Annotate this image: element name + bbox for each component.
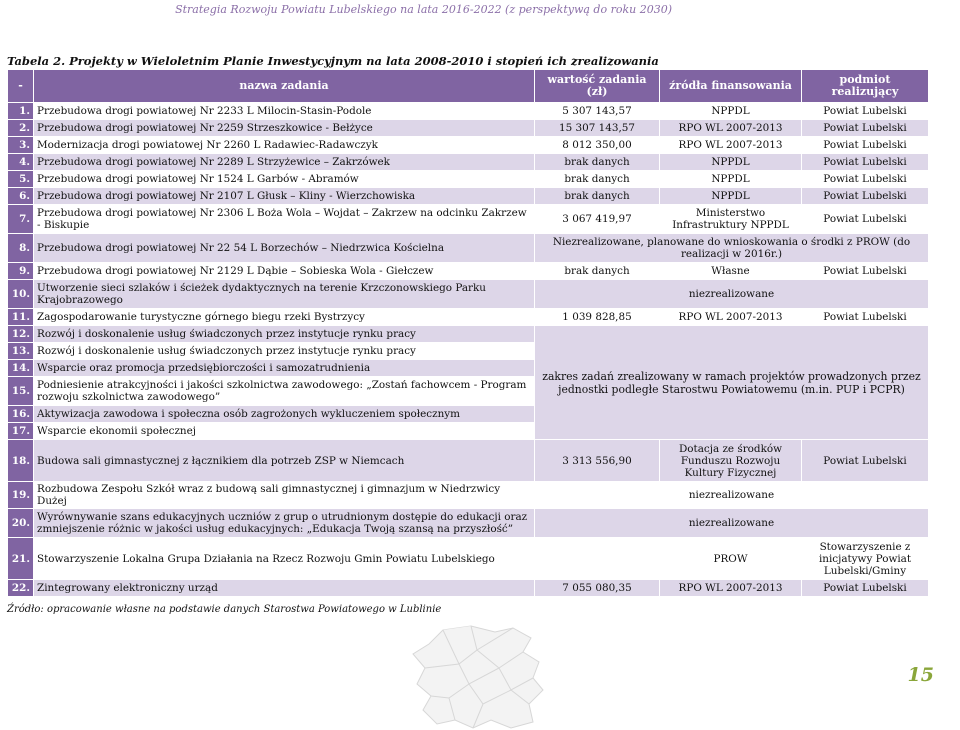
row-number: 1. <box>8 103 33 119</box>
task-source: NPPDL <box>660 188 801 204</box>
task-name: Przebudowa drogi powiatowej Nr 2306 L Boża Wola – Wojdat – Zakrzew na odcinku Zakrzew - Biskupie <box>34 205 534 233</box>
task-entity: Powiat Lubelski <box>802 171 928 187</box>
table-row <box>8 120 928 136</box>
task-name: Przebudowa drogi powiatowej Nr 2107 L Głusk – Kliny - Wierzchowiska <box>34 188 534 204</box>
task-source: RPO WL 2007-2013 <box>660 120 801 136</box>
header-name: nazwa zadania <box>34 70 534 102</box>
table-caption: Tabela 2. Projekty w Wieloletnim Planie Inwestycyjnym na lata 2008-2010 i stopień ich zrealizowania <box>7 54 659 68</box>
table-row <box>8 137 928 153</box>
task-entity: Powiat Lubelski <box>802 154 928 170</box>
projects-table <box>7 69 929 597</box>
task-value: 8 012 350,00 <box>535 137 659 153</box>
row-number: 9. <box>8 263 33 279</box>
task-name: Podniesienie atrakcyjności i jakości szkolnictwa zawodowego: „Zostań fachowcem - Program rozwoju szkolnictwa zawodowego” <box>34 377 534 405</box>
table-row <box>8 326 928 342</box>
task-source: PROW <box>660 538 801 579</box>
task-name: Wyrównywanie szans edukacyjnych uczniów z grup o utrudnionym dostępie do edukacji oraz zmniejszenie różnic w jakości usług edukacyjnych: „Edukacja Twoją szansą na przyszłość” <box>34 509 534 537</box>
task-value <box>535 538 659 579</box>
task-source: NPPDL <box>660 154 801 170</box>
row-number: 22. <box>8 580 33 596</box>
table-row <box>8 188 928 204</box>
table-row <box>8 440 928 481</box>
task-name: Utworzenie sieci szlaków i ścieżek dydaktycznych na terenie Krzczonowskiego Parku Krajobrazowego <box>34 280 534 308</box>
row-number: 19. <box>8 482 33 508</box>
row-number: 4. <box>8 154 33 170</box>
task-value: 3 067 419,97 <box>535 205 659 233</box>
task-entity: Stowarzyszenie z inicjatywy Powiat Lubelski/Gminy <box>802 538 928 579</box>
header-num: - <box>8 70 33 102</box>
task-name: Modernizacja drogi powiatowej Nr 2260 L Radawiec-Radawczyk <box>34 137 534 153</box>
task-entity: Powiat Lubelski <box>802 263 928 279</box>
table-row <box>8 309 928 325</box>
row-number: 10. <box>8 280 33 308</box>
row-number: 5. <box>8 171 33 187</box>
task-entity: Powiat Lubelski <box>802 188 928 204</box>
task-name: Przebudowa drogi powiatowej Nr 2259 Strzeszkowice - Bełżyce <box>34 120 534 136</box>
task-name: Przebudowa drogi powiatowej Nr 2129 L Dąbie – Sobieska Wola - Giełczew <box>34 263 534 279</box>
running-header: Strategia Rozwoju Powiatu Lubelskiego na lata 2016-2022 (z perspektywą do roku 2030) <box>175 3 672 16</box>
task-value: brak danych <box>535 263 659 279</box>
task-entity: Powiat Lubelski <box>802 580 928 596</box>
task-source: Własne <box>660 263 801 279</box>
task-name: Zagospodarowanie turystyczne górnego biegu rzeki Bystrzycy <box>34 309 534 325</box>
task-value: brak danych <box>535 188 659 204</box>
task-source: RPO WL 2007-2013 <box>660 137 801 153</box>
task-status-merged: niezrealizowane <box>535 482 928 508</box>
row-number: 20. <box>8 509 33 537</box>
task-name: Rozbudowa Zespołu Szkół wraz z budową sali gimnastycznej i gimnazjum w Niedrzwicy Dużej <box>34 482 534 508</box>
task-name: Rozwój i doskonalenie usług świadczonych przez instytucje rynku pracy <box>34 326 534 342</box>
row-number: 7. <box>8 205 33 233</box>
task-name: Przebudowa drogi powiatowej Nr 1524 L Garbów - Abramów <box>34 171 534 187</box>
row-number: 15. <box>8 377 33 405</box>
row-number: 8. <box>8 234 33 262</box>
table-row <box>8 509 928 537</box>
task-source: Dotacja ze środków Funduszu Rozwoju Kultury Fizycznej <box>660 440 801 481</box>
row-number: 2. <box>8 120 33 136</box>
task-source: RPO WL 2007-2013 <box>660 309 801 325</box>
header-value: wartość zadania (zł) <box>535 70 659 102</box>
row-number: 16. <box>8 406 33 422</box>
task-name: Przebudowa drogi powiatowej Nr 2233 L Milocin-Stasin-Podole <box>34 103 534 119</box>
task-entity: Powiat Lubelski <box>802 103 928 119</box>
row-number: 13. <box>8 343 33 359</box>
row-number: 18. <box>8 440 33 481</box>
table-row <box>8 280 928 308</box>
task-name: Przebudowa drogi powiatowej Nr 22 54 L Borzechów – Niedrzwica Kościelna <box>34 234 534 262</box>
task-name: Wsparcie oraz promocja przedsiębiorczości i samozatrudnienia <box>34 360 534 376</box>
task-name: Wsparcie ekonomii społecznej <box>34 423 534 439</box>
task-entity: Powiat Lubelski <box>802 309 928 325</box>
task-name: Budowa sali gimnastycznej z łącznikiem dla potrzeb ZSP w Niemcach <box>34 440 534 481</box>
task-entity: Powiat Lubelski <box>802 120 928 136</box>
table-row <box>8 103 928 119</box>
table-row <box>8 171 928 187</box>
table-row <box>8 580 928 596</box>
task-entity: Powiat Lubelski <box>802 205 928 233</box>
task-name: Przebudowa drogi powiatowej Nr 2289 L Strzyżewice – Zakrzówek <box>34 154 534 170</box>
task-value: 5 307 143,57 <box>535 103 659 119</box>
row-number: 21. <box>8 538 33 579</box>
task-name: Aktywizacja zawodowa i społeczna osób zagrożonych wykluczeniem społecznym <box>34 406 534 422</box>
group-note: zakres zadań zrealizowany w ramach projektów prowadzonych przez jednostki podległe Starostwu Powiatowemu (m.in. PUP i PCPR) <box>535 326 928 439</box>
task-value: 1 039 828,85 <box>535 309 659 325</box>
task-source: RPO WL 2007-2013 <box>660 580 801 596</box>
task-status-merged: niezrealizowane <box>535 280 928 308</box>
header-source: źródła finansowania <box>660 70 801 102</box>
row-number: 3. <box>8 137 33 153</box>
task-value: 15 307 143,57 <box>535 120 659 136</box>
table-row <box>8 538 928 579</box>
task-value: brak danych <box>535 171 659 187</box>
task-status-merged: niezrealizowane <box>535 509 928 537</box>
county-map-outline-icon <box>373 624 583 730</box>
row-number: 17. <box>8 423 33 439</box>
task-status-merged: Niezrealizowane, planowane do wnioskowania o środki z PROW (do realizacji w 2016r.) <box>535 234 928 262</box>
table-row <box>8 154 928 170</box>
task-value: 3 313 556,90 <box>535 440 659 481</box>
page-number: 15 <box>907 664 934 686</box>
task-source: Ministerstwo Infrastruktury NPPDL <box>660 205 801 233</box>
task-entity: Powiat Lubelski <box>802 137 928 153</box>
header-entity: podmiot realizujący <box>802 70 928 102</box>
table-header-row <box>8 70 928 102</box>
task-source: NPPDL <box>660 171 801 187</box>
table-row <box>8 205 928 233</box>
row-number: 14. <box>8 360 33 376</box>
task-name: Stowarzyszenie Lokalna Grupa Działania na Rzecz Rozwoju Gmin Powiatu Lubelskiego <box>34 538 534 579</box>
table-row <box>8 234 928 262</box>
row-number: 11. <box>8 309 33 325</box>
task-source: NPPDL <box>660 103 801 119</box>
task-name: Zintegrowany elektroniczny urząd <box>34 580 534 596</box>
task-value: 7 055 080,35 <box>535 580 659 596</box>
table-row <box>8 263 928 279</box>
table-row <box>8 482 928 508</box>
task-value: brak danych <box>535 154 659 170</box>
row-number: 12. <box>8 326 33 342</box>
task-entity: Powiat Lubelski <box>802 440 928 481</box>
row-number: 6. <box>8 188 33 204</box>
task-name: Rozwój i doskonalenie usług świadczonych przez instytucje rynku pracy <box>34 343 534 359</box>
source-note: Źródło: opracowanie własne na podstawie danych Starostwa Powiatowego w Lublinie <box>7 604 442 615</box>
